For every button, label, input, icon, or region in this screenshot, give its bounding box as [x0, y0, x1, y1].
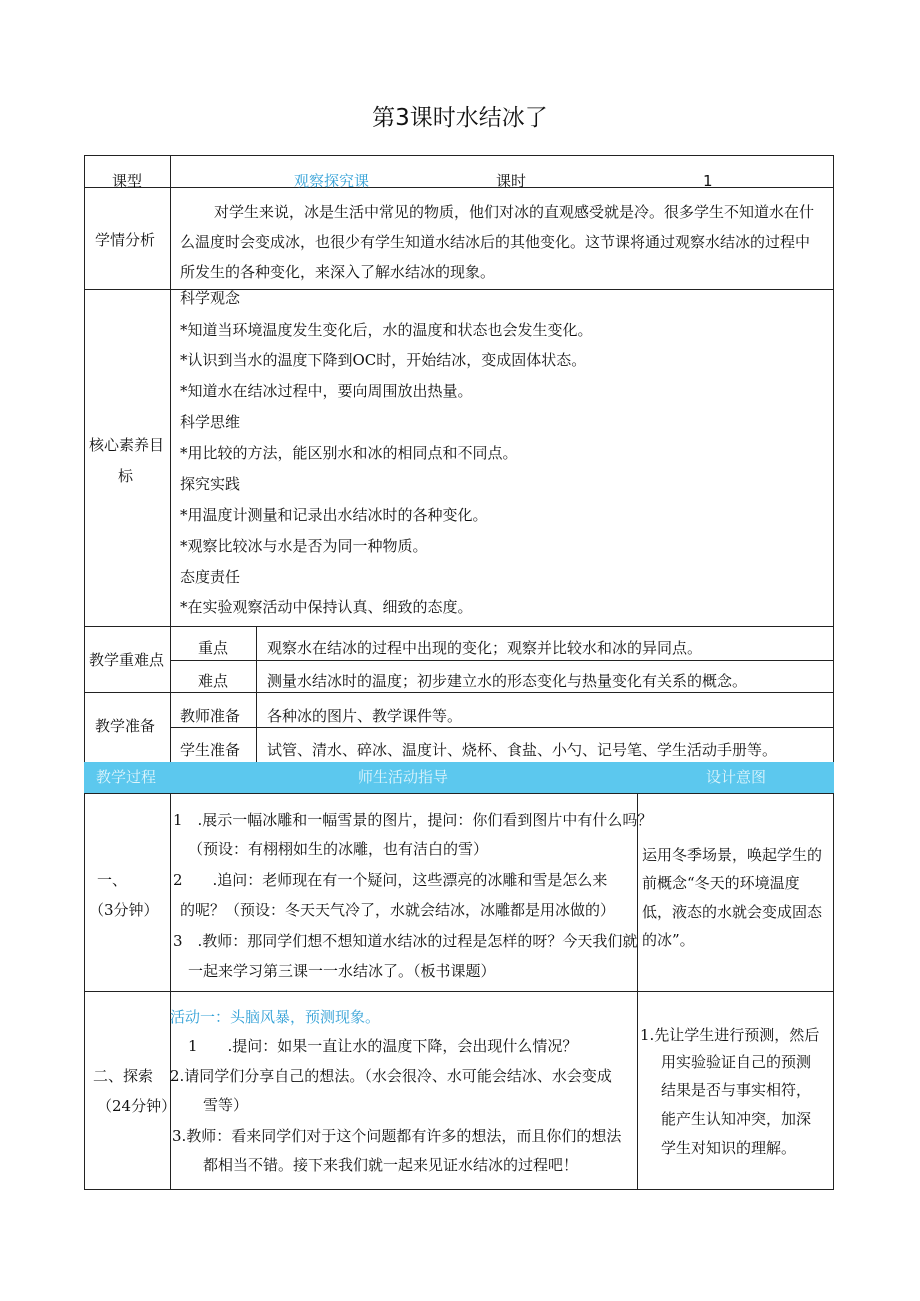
table-border-left [84, 155, 85, 1189]
row-line [84, 187, 834, 188]
section2-intent: 结果是否与事实相符， [661, 1081, 812, 1099]
section1-line: 3 .教师：那同学们想不想知道水结冰的过程是怎样的呀？今天我们就 [173, 932, 638, 950]
section2-line: 都相当不错。接下来我们就一起来见证水结冰的过程吧！ [203, 1156, 579, 1174]
core-label: 核心素养目 [89, 436, 165, 454]
section1-time: （3分钟） [89, 901, 159, 919]
row-line [84, 793, 834, 794]
section1-intent: 的冰”。 [642, 931, 695, 949]
table-border-right [833, 155, 834, 1189]
student-prep-text: 试管、清水、碎冰、温度计、烧杯、食盐、小勺、记号笔、学生活动手册等。 [267, 741, 778, 759]
core-line: *知道水在结冰过程中，要向周围放出热量。 [180, 382, 473, 400]
process-header-guide: 师生活动指导 [358, 768, 449, 786]
row-line [84, 692, 834, 693]
process-header-stage: 教学过程 [96, 768, 157, 786]
row-line [170, 660, 834, 661]
core-line: *用温度计测量和记录出水结冰时的各种变化。 [180, 506, 488, 524]
student-prep-label: 学生准备 [180, 741, 241, 759]
row-line [84, 626, 834, 627]
analysis-line: 所发生的各种变化，来深入了解水结冰的现象。 [180, 263, 496, 281]
core-label-2: 标 [118, 467, 134, 485]
section2-line: 1 .提问：如果一直让水的温度下降，会出现什么情况？ [188, 1037, 578, 1055]
analysis-label: 学情分析 [95, 231, 156, 249]
section2-line: 雪等） [203, 1096, 249, 1114]
analysis-line: 么温度时会变成冰，也很少有学生知道水结冰后的其他变化。这节课将通过观察水结冰的过程中 [180, 233, 811, 251]
core-line: *认识到当水的温度下降到OC时，开始结冰，变成固体状态。 [180, 351, 587, 369]
teacher-prep-label: 教师准备 [180, 707, 241, 725]
teacher-prep-text: 各种冰的图片、教学课件等。 [267, 707, 463, 725]
section2-line: 3.教师：看来同学们对于这个问题都有许多的想法，而且你们的想法 [172, 1127, 622, 1145]
period-value: 1 [703, 172, 713, 190]
core-line: 态度责任 [180, 568, 241, 586]
section2-intent: 能产生认知冲突，加深 [661, 1110, 812, 1128]
section2-time: （24分钟） [97, 1097, 177, 1115]
core-line: 科学思维 [180, 413, 241, 431]
type-label: 课型 [112, 172, 143, 190]
section1-intent: 低，液态的水就会变成固态 [642, 903, 823, 921]
section1-line: （预设：有栩栩如生的冰雕，也有洁白的雪） [188, 840, 489, 858]
page-title: 第3课时水结冰了 [372, 105, 548, 131]
col-divider [170, 155, 171, 762]
core-line: *知道当环境温度发生变化后，水的温度和状态也会发生变化。 [180, 321, 593, 339]
core-line: *在实验观察活动中保持认真、细致的态度。 [180, 598, 473, 616]
period-label: 课时 [496, 172, 527, 190]
row-line [84, 155, 834, 156]
section1-line: 一起来学习第三课一一水结冰了。（板书课题） [188, 962, 496, 980]
section2-stage: 二、探索 [93, 1067, 154, 1085]
key-points-label: 教学重难点 [89, 651, 165, 669]
row-line [84, 1189, 834, 1190]
section1-intent: 前概念“冬天的环境温度 [642, 874, 800, 892]
type-value: 观察探究课 [294, 172, 370, 190]
section1-stage: 一、 [97, 871, 128, 889]
difficulty-label: 难点 [198, 672, 229, 690]
focus-label: 重点 [198, 639, 229, 657]
core-line: 探究实践 [180, 475, 241, 493]
core-line: *用比较的方法，能区别水和冰的相同点和不同点。 [180, 444, 518, 462]
core-line: 科学观念 [180, 289, 241, 307]
difficulty-text: 测量水结冰时的温度；初步建立水的形态变化与热量变化有关系的概念。 [267, 672, 748, 690]
section1-line: 2 .追问：老师现在有一个疑问，这些漂亮的冰雕和雪是怎么来 [173, 871, 608, 889]
section1-line: 的呢？（预设：冬天天气冷了，水就会结冰，冰雕都是用冰做的） [180, 901, 616, 919]
section1-intent: 运用冬季场景，唤起学生的 [642, 846, 823, 864]
sub-col-divider [256, 626, 257, 762]
section2-line: 2.请同学们分享自己的想法。（水会很冷、水可能会结冰、水会变成 [170, 1067, 612, 1085]
row-line [84, 991, 834, 992]
row-line [170, 727, 834, 728]
activity-title: 活动一：头脑风暴，预测现象。 [170, 1008, 381, 1026]
section2-intent: 1.先让学生进行预测，然后 [640, 1026, 820, 1044]
prep-label: 教学准备 [95, 717, 156, 735]
section2-intent: 学生对知识的理解。 [661, 1139, 797, 1157]
process-header-intent: 设计意图 [706, 768, 767, 786]
section2-intent: 用实验验证自己的预测 [661, 1053, 812, 1071]
analysis-line: 对学生来说，冰是生活中常见的物质，他们对冰的直观感受就是冷。很多学生不知道水在什 [214, 203, 815, 221]
section1-line: 1 .展示一幅冰雕和一幅雪景的图片，提问：你们看到图片中有什么吗？ [173, 811, 653, 829]
focus-text: 观察水在结冰的过程中出现的变化；观察并比较水和冰的异同点。 [267, 639, 703, 657]
core-line: *观察比较冰与水是否为同一种物质。 [180, 537, 428, 555]
